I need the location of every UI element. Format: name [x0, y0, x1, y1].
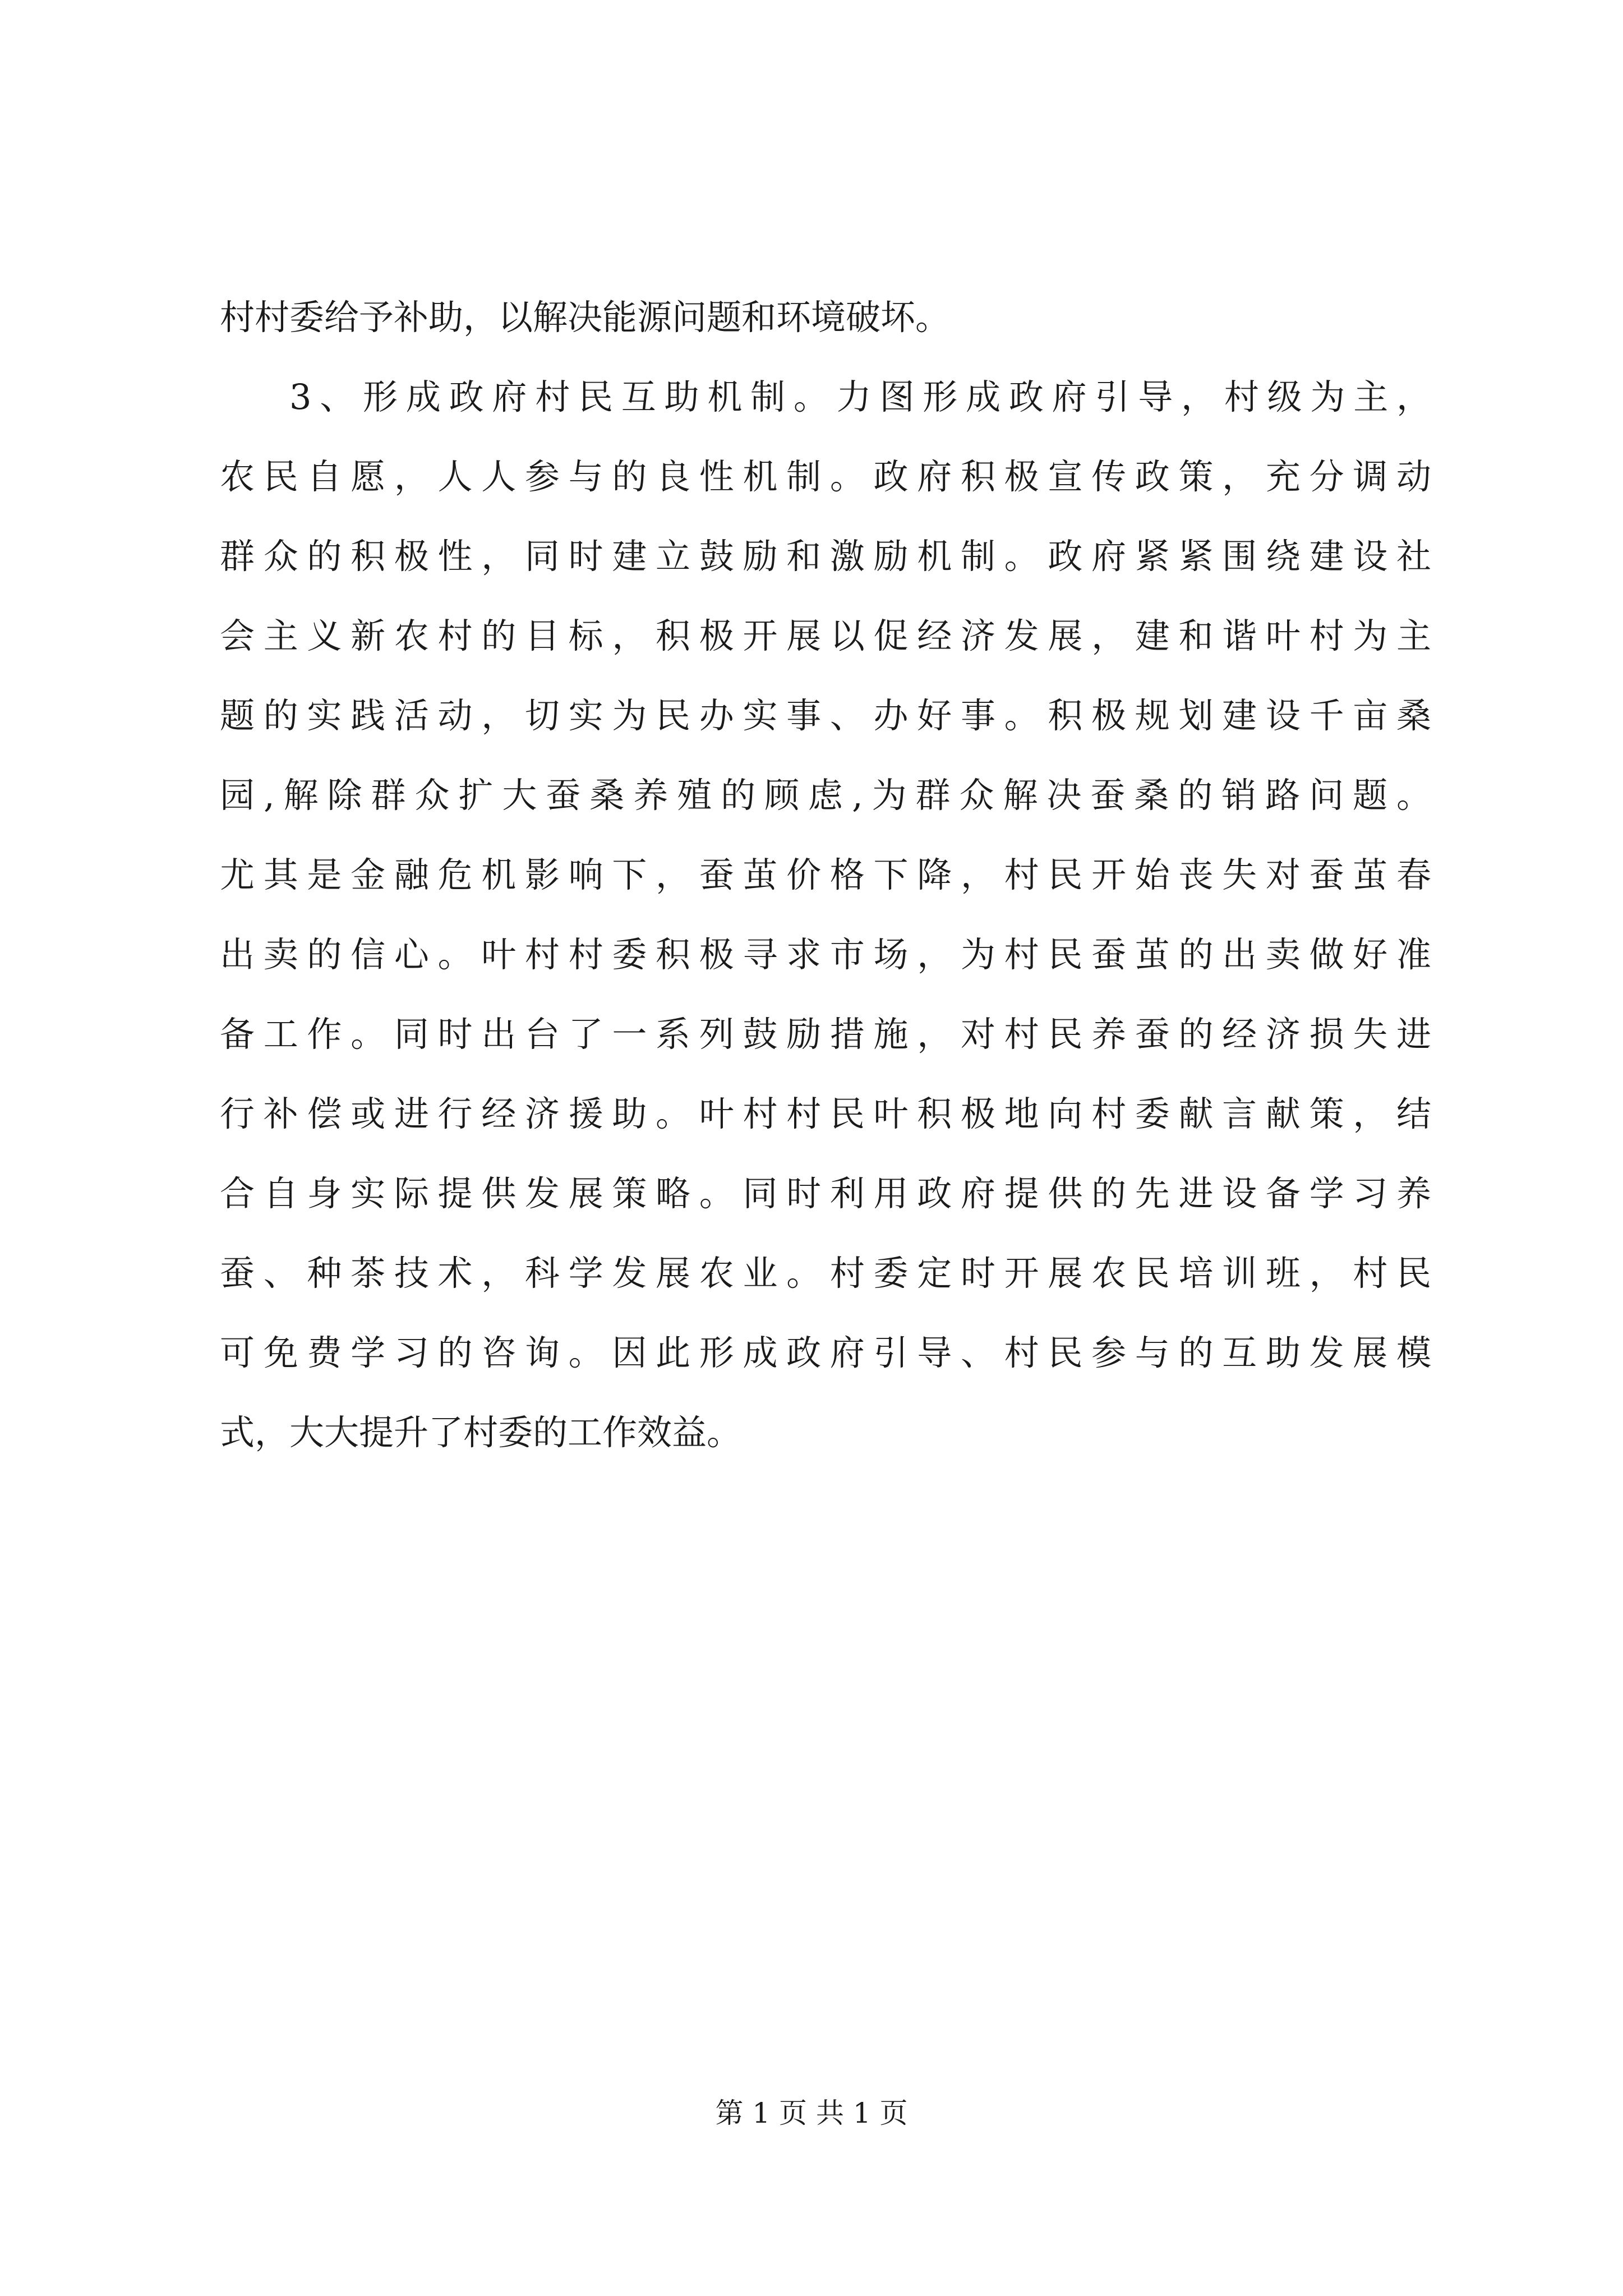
text-line-8: 尤其是金融危机影响下，蚕茧价格下降，村民开始丧失对蚕茧春: [220, 854, 1431, 895]
text-line-6: 题的实践活动，切实为民办实事、办好事。积极规划建设千亩桑: [220, 695, 1431, 736]
text-line-4: 群众的积极性，同时建立鼓励和激励机制。政府紧紧围绕建设社: [220, 536, 1431, 577]
text-line-15: 式，大大提升了村委的工作效益。: [220, 1412, 742, 1453]
text-line-9: 出卖的信心。叶村村委积极寻求市场，为村民蚕茧的出卖做好准: [220, 934, 1431, 975]
page-number-label: 第 1 页 共 1 页: [715, 2097, 908, 2129]
text-line-5: 会主义新农村的目标，积极开展以促经济发展，建和谐叶村为主: [220, 615, 1431, 656]
text-line-13: 蚕、种茶技术，科学发展农业。村委定时开展农民培训班，村民: [220, 1253, 1431, 1294]
text-line-11: 行补偿或进行经济援助。叶村村民叶积极地向村委献言献策，结: [220, 1093, 1431, 1134]
text-line-10: 备工作。同时出台了一系列鼓励措施，对村民养蚕的经济损失进: [220, 1014, 1431, 1055]
text-line-7: 园,解除群众扩大蚕桑养殖的顾虑,为群众解决蚕桑的销路问题。: [220, 775, 1431, 816]
text-line-2: 3、形成政府村民互助机制。力图形成政府引导，村级为主，: [289, 376, 1431, 417]
body-text: [220, 278, 1431, 1473]
text-line-3: 农民自愿，人人参与的良性机制。政府积极宣传政策，充分调动: [220, 456, 1431, 497]
text-line-1: 村村委给予补助，以解决能源问题和环境破坏。: [220, 297, 951, 338]
page-footer: [0, 2093, 1623, 2133]
text-line-12: 合自身实际提供发展策略。同时利用政府提供的先进设备学习养: [220, 1173, 1431, 1214]
text-line-14: 可免费学习的咨询。因此形成政府引导、村民参与的互助发展模: [220, 1332, 1431, 1373]
